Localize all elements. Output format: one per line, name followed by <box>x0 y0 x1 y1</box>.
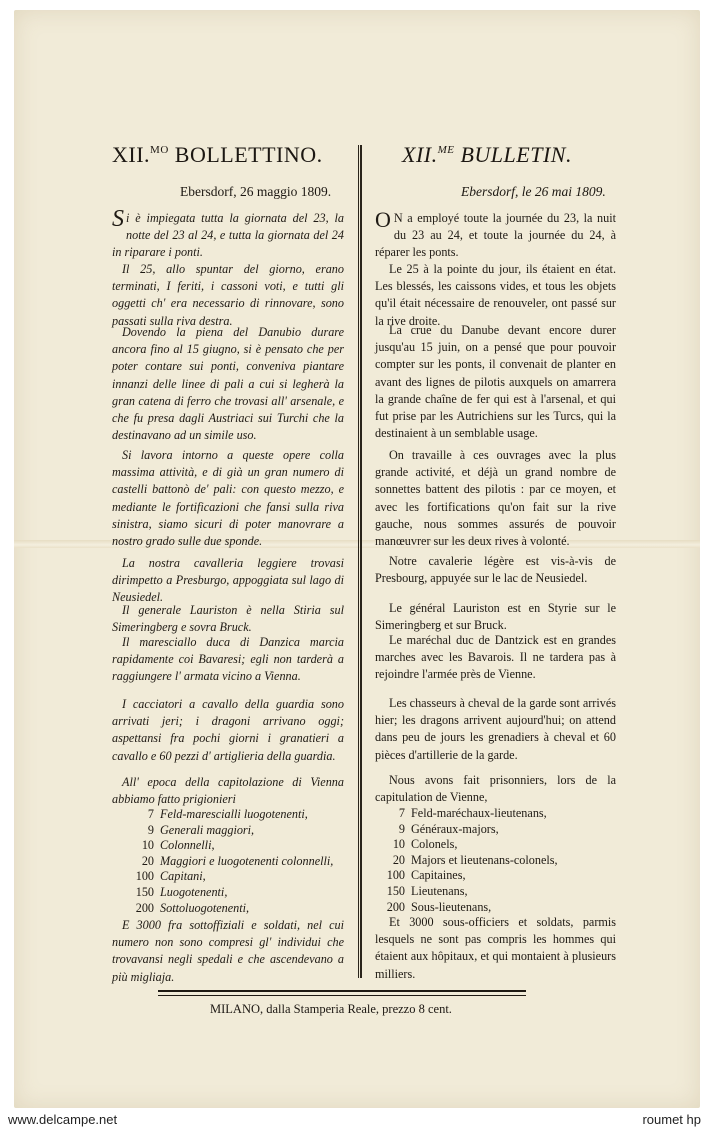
french-paragraph-1: O N a employé toute la journée du 23, la nuit du 23 au 24, et toute la journée du 24, à réparer les ponts. <box>375 207 616 260</box>
italian-paragraph-1: Si è impiegata tutta la giornata del 23, la notte del 23 al 24, e tutta la giornata del 24 in riparare i ponti. <box>112 206 344 260</box>
french-paragraph-9: Nous avons fait prisonniers, lors de la capitulation de Vienne, <box>375 773 616 805</box>
italian-prisoner-list <box>112 807 333 916</box>
italian-dateline: Ebersdorf, 26 maggio 1809. <box>180 184 332 199</box>
list-item: 200 Sottoluogotenenti, <box>135 900 250 915</box>
column-divider-thin <box>358 145 359 978</box>
french-paragraph-6: Le général Lauriston est en Styrie sur le Simeringberg et sur Bruck. <box>375 601 616 633</box>
list-item: 7 Feld-maréchaux-lieutenans, <box>398 806 547 820</box>
list-item: 100 Capitani, <box>135 869 206 884</box>
column-divider <box>360 145 362 978</box>
list-item: 9 Généraux-majors, <box>398 821 499 836</box>
footer-rule-thin <box>158 995 526 996</box>
printer-imprint: MILANO, dalla Stamperia Reale, prezzo 8 cent. <box>210 1002 452 1016</box>
italian-title: XII.$^{MO}$ BOLLETTINO. <box>112 142 323 167</box>
list-item: 10 Colonnelli, <box>141 838 215 853</box>
list-item: 9 Generali maggiori, <box>147 822 255 837</box>
french-paragraph-4: On travaille à ces ouvrages avec la plus grande activité, et déjà un grand nombre de sonnettes battent des pilotis : par ce moyen, et avec les fortifications qu'on fait sur la rive gauche, nous sommes assurés de pouvoir manœuvrer sur les deux rives à volonté. <box>375 448 616 549</box>
italian-paragraph-2: Il 25, allo spuntar del giorno, erano terminati, I feriti, i cassoni voti, e tutti gli oggetti ch' era necessario di rinnovare, sono passati sulla riva destra. <box>112 262 344 328</box>
italian-paragraph-7: Il maresciallo duca di Danzica marcia rapidamente coi Bavaresi; egli non tarderà a raggiungere l' armata vicino a Vienna. <box>112 635 344 684</box>
french-dropcap: O <box>375 207 391 232</box>
french-paragraph-3: La crue du Danube devant encore durer jusqu'au 15 juin, on a pensé que pour pouvoir compter sur les ponts, il convenait de planter en avant des lignes de pilotis auxquels on amarrera la grande chaîne de fer qui est à l'arsenal, et qui fut prise par les Autrichiens sur les Turcs, qui la destinaient à un semblable usage. <box>375 323 616 441</box>
list-item: 20 Maggiori e luogotenenti colonnelli, <box>141 853 334 868</box>
french-prisoner-list <box>375 806 558 915</box>
list-item: 100 Capitaines, <box>386 868 466 883</box>
italian-paragraph-6: Il generale Lauriston è nella Stiria sul Simeringberg e sovra Bruck. <box>112 603 344 635</box>
watermark-left: www.delcampe.net <box>8 1112 118 1127</box>
italian-paragraph-5: La nostra cavalleria leggiere trovasi dirimpetto a Presburgo, appoggiata sul lago di Neusiedel. <box>112 556 344 605</box>
list-item: 20 Majors et lieutenans-colonels, <box>392 852 558 867</box>
footer-rule-thick <box>158 990 526 992</box>
italian-dropcap: S <box>112 206 124 232</box>
watermark-right: roumet hp <box>642 1112 701 1127</box>
french-paragraph-2: Le 25 à la pointe du jour, ils étaient en état. Les blessés, les caissons vides, et tous les objets qu'il était nécessaire de renouveler, ont passé sur la rive droite. <box>375 262 616 328</box>
french-paragraph-7: Le maréchal duc de Dantzick est en grandes marches avec les Bavarois. Il ne tardera pas à rejoindre l'armée près de Vienne. <box>375 633 616 682</box>
french-paragraph-10: Et 3000 sous-officiers et soldats, parmis lesquels ne sont pas compris les hommes qui étaient aux hôpitaux, et qui montaient à plusieurs milliers. <box>375 915 616 981</box>
french-paragraph-5: Notre cavalerie légère est vis-à-vis de Presbourg, appuyée sur le lac de Neusiedel. <box>375 554 616 586</box>
list-item: 150 Luogotenenti, <box>135 884 228 899</box>
list-item: 7 Feld-marescialli luogotenenti, <box>147 807 308 821</box>
italian-paragraph-9: All' epoca della capitolazione di Vienna abbiamo fatto prigionieri <box>112 775 344 807</box>
french-title: XII.$^{ME}$ BULLETIN. <box>402 142 572 167</box>
french-paragraph-8: Les chasseurs à cheval de la garde sont arrivés hier; les dragons arrivent aujourd'hui; on attend dans peu de jours les grenadiers à cheval et 60 pièces d'artillerie de la garde. <box>375 696 616 762</box>
list-item: 200 Sous-lieutenans, <box>386 899 492 914</box>
italian-paragraph-10: E 3000 fra sottoffiziali e soldati, nel cui numero non sono compresi gl' individui che trovavansi negli spedali e che ascendevano a più migliaja. <box>112 918 344 984</box>
italian-paragraph-3: Dovendo la piena del Danubio durare ancora fino al 15 giugno, si è pensato che per poter contare sui ponti, conveniva piantare innanzi delle linee di pali a cui si legherà la gran catena di ferro che trovasi all' arsenale, e che fu presa dagli Austriaci sui Turchi che la destinavano ad un simile uso. <box>112 325 344 443</box>
list-item: 150 Lieutenans, <box>386 883 468 898</box>
italian-paragraph-8: I cacciatori a cavallo della guardia sono arrivati jeri; i dragoni arrivano oggi; aspettansi fra pochi giorni i granatieri a cavallo e 60 pezzi d' artiglieria della guardia. <box>112 697 344 763</box>
french-dateline: Ebersdorf, le 26 mai 1809. <box>461 184 606 199</box>
italian-paragraph-4: Si lavora intorno a queste opere colla massima attività, e di già un gran numero di castelli battonò de' pali: con questo mezzo, e mediante le fortificazioni che fansi sulla riva sinistra, siamo sicuri di poter manovrare a nostro grado sulle due sponde. <box>112 448 344 549</box>
list-item: 10 Colonels, <box>392 837 458 852</box>
